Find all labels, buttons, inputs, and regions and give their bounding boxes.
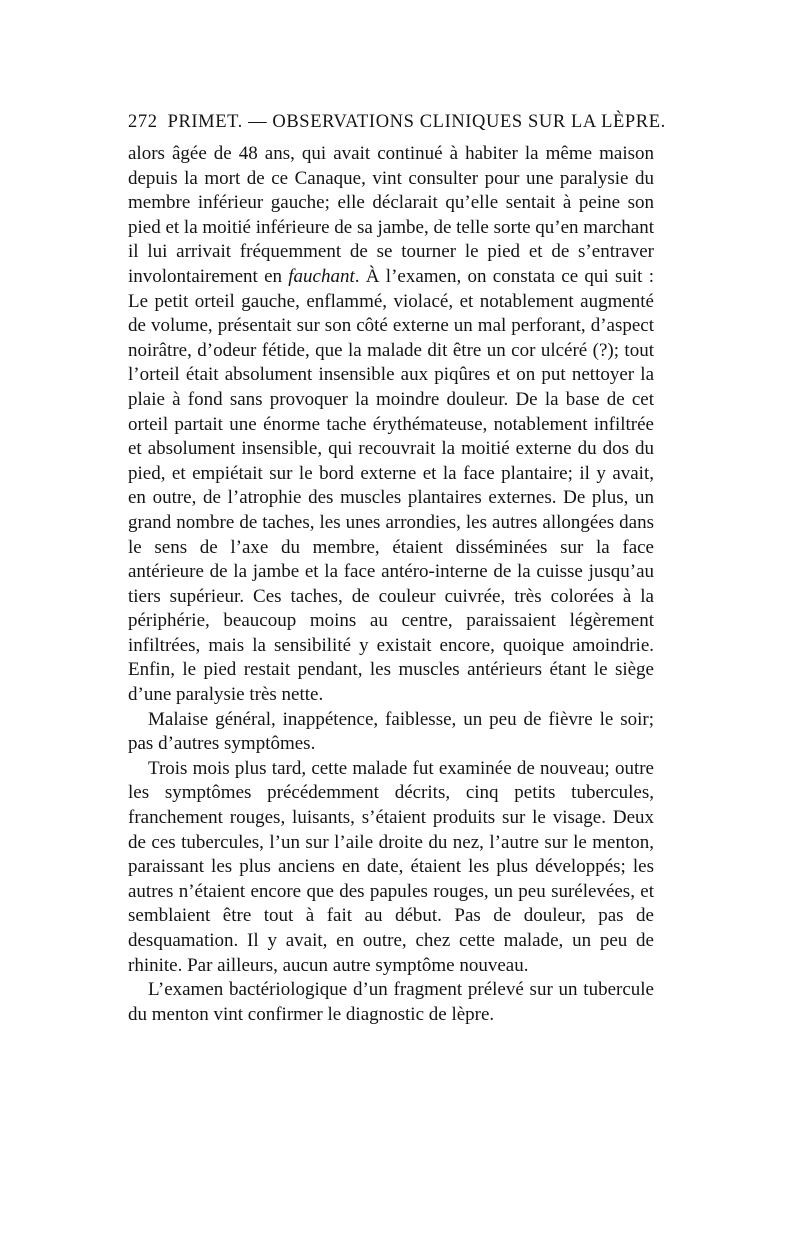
running-header [128, 112, 666, 133]
paragraph-followup: Trois mois plus tard, cette malade fut examinée de nouveau; outre les symptômes précédemment décrits, cinq petits tubercules, franchement rouges, luisants, s’étaient produits sur le visage. Deux de ces tubercules, l’un sur l’aile droite du nez, l’autre sur le menton, paraissant les plus anciens en date, étaient les plus développés; les autres n’étaient encore que des papules rouges, un peu surélevées, et semblaient être tout à fait au début. Pas de douleur, pas de desquamation. Il y avait, en outre, chez cette malade, un peu de rhinite. Par ailleurs, aucun autre symptôme nouveau. [128, 757, 654, 976]
body-text [128, 142, 654, 1027]
paragraph-bacteriology: L’examen bactériologique d’un fragment prélevé sur un tubercule du menton vint confirmer le diagnostic de lèpre. [128, 979, 654, 1025]
italic-term: fauchant [288, 265, 355, 287]
paragraph-general-state: Malaise général, inappétence, faiblesse, un peu de fièvre le soir; pas d’autres symptômes. [128, 708, 654, 755]
running-title: PRIMET. — OBSERVATIONS CLINIQUES SUR LA LÈPRE. [167, 112, 666, 132]
page-number: 272 [128, 112, 158, 132]
paragraph-case-description [128, 142, 654, 708]
paragraph-text: . À l’examen, on constata ce qui suit : Le petit orteil gauche, enflammé, violacé, et notablement augmenté de volume, présentait sur son côté externe un mal perforant, d’aspect noirâtre, d’odeur fétide, que la malade dit être un cor ulcéré (?); tout l’orteil était absolument insensible aux piqûres et on put nettoyer la plaie à fond sans provoquer la moindre douleur. De la base de cet orteil partait une énorme tache érythémateuse, notablement infiltrée et absolument insensible, qui recouvrait la moitié externe du dos du pied, et empiétait sur le bord externe et la face plantaire; il y avait, en outre, de l’atrophie des muscles plantaires externes. De plus, un grand nombre de taches, les unes arrondies, les autres allongées dans le sens de l’axe du membre, étaient disséminées sur la face antérieure de la jambe et la face antéro-interne de la cuisse jusqu’au tiers supérieur. Ces taches, de couleur cuivrée, très colorées à la périphérie, beaucoup moins au centre, paraissaient légèrement infiltrées, mais la sensibilité y existait encore, quoique amoindrie. Enfin, le pied restait pendant, les muscles antérieurs étant le siège d’une paralysie très nette. [128, 265, 654, 706]
paragraph-text: alors âgée de 48 ans, qui avait continué à habiter la même maison depuis la mort de ce Canaque, vint consulter pour une paralysie du membre inférieur gauche; elle déclarait qu’elle sentait à peine son pied et la moitié inférieure de sa jambe, de telle sorte qu’en marchant il lui arrivait fréquemment de se tourner le pied et de s’entraver involontairement en [128, 143, 654, 287]
